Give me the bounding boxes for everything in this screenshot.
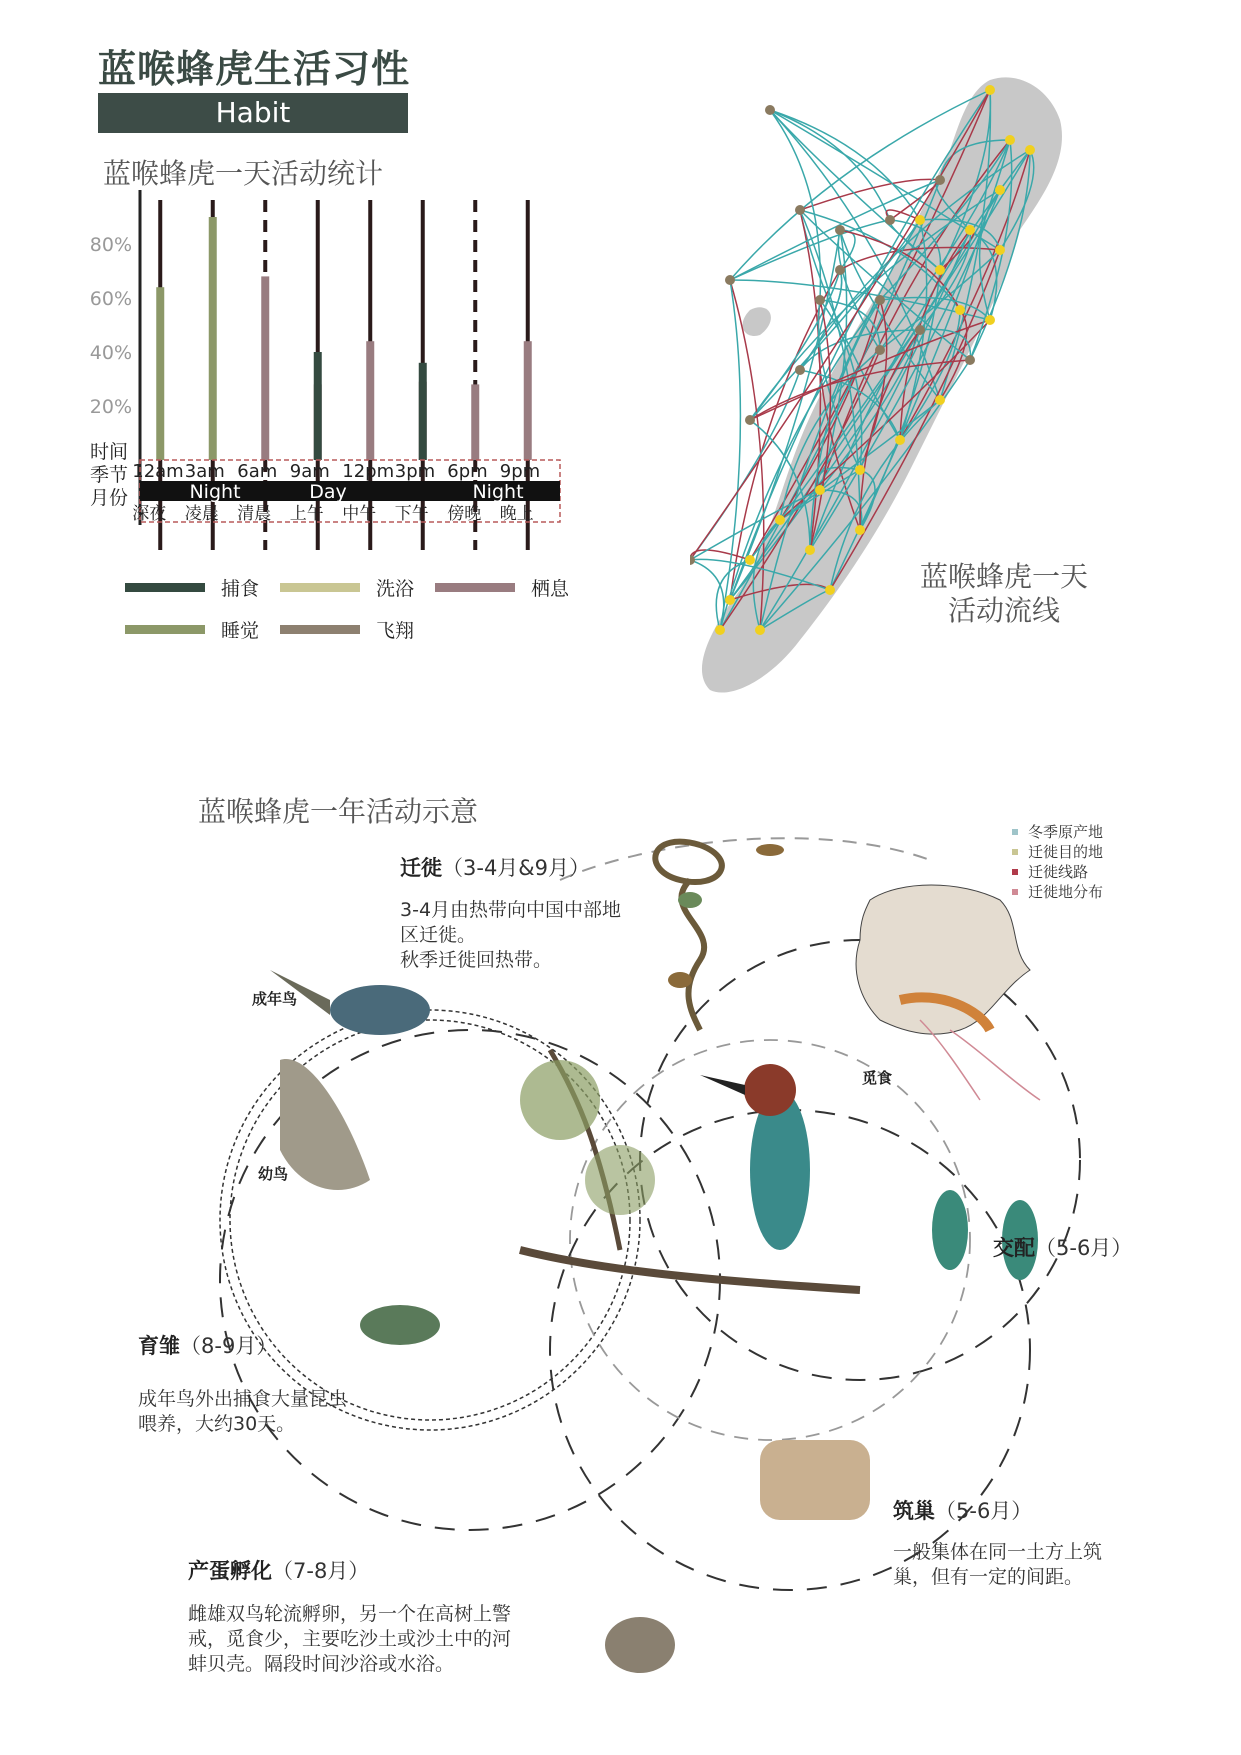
leaf-cluster (585, 1145, 655, 1215)
islet (743, 307, 771, 336)
rearing-bird-illustration (360, 1305, 440, 1345)
central-bird-beak (700, 1075, 745, 1095)
route-node (875, 295, 885, 305)
route-node (995, 245, 1005, 255)
foraging-label: 觅食 (862, 1069, 893, 1087)
legend-swatch (435, 583, 515, 592)
habit-banner: Habit (98, 93, 408, 133)
bar-segment (156, 287, 164, 460)
nesting-desc: 一般集体在同一土方上筑 巢，但有一定的间距。 (893, 1541, 1103, 1588)
route-map-label (920, 560, 1088, 628)
route-node (995, 185, 1005, 195)
row-label-time: 时间 (90, 441, 129, 463)
leaf-cluster (520, 1060, 600, 1140)
part-of-day-label: 上午 (289, 504, 324, 524)
route-node (835, 225, 845, 235)
legend-label: 洗浴 (376, 578, 415, 600)
rearing-desc: 成年鸟外出捕食大量昆虫 喂养，大约30天。 (138, 1388, 348, 1435)
time-label: 6pm (447, 461, 488, 482)
mating-label: 交配（5-6月） (993, 1236, 1133, 1260)
y-tick-label: 60% (90, 288, 132, 310)
china-legend-swatch (1012, 869, 1018, 875)
china-legend-label: 迁徙目的地 (1028, 843, 1104, 861)
activity-legend (125, 578, 570, 642)
time-label: 3pm (394, 461, 436, 482)
incubation-label: 产蛋孵化（7-8月） (188, 1559, 370, 1583)
route-node (935, 395, 945, 405)
nesting-illustration (760, 1440, 870, 1520)
young-bird-label: 幼鸟 (258, 1165, 289, 1183)
route-node (815, 485, 825, 495)
migrating-bird (668, 972, 692, 988)
china-legend-swatch (1012, 829, 1018, 835)
time-label: 9pm (499, 461, 541, 482)
legend-label: 捕食 (221, 578, 260, 600)
route-node (885, 215, 895, 225)
route-node (895, 435, 905, 445)
daily-activity-chart (90, 180, 650, 700)
period-label: Day (309, 481, 347, 503)
legend-swatch (125, 583, 205, 592)
part-of-day-label: 清晨 (237, 504, 272, 524)
china-legend-label: 迁徙地分布 (1028, 883, 1104, 901)
route-node (985, 85, 995, 95)
route-node (855, 465, 865, 475)
year-activity-title: 蓝喉蜂虎一年活动示意 (198, 795, 479, 828)
route-node (715, 625, 725, 635)
time-label: 12pm (342, 461, 395, 482)
part-of-day-label: 傍晚 (447, 504, 482, 524)
migration-arc (560, 838, 930, 880)
route-node (835, 265, 845, 275)
route-node (805, 545, 815, 555)
route-line (770, 110, 920, 220)
route-node (875, 345, 885, 355)
bar-segment (261, 276, 269, 460)
y-tick-label: 20% (90, 396, 132, 418)
cycle-circle-right (640, 940, 1080, 1380)
nesting-label: 筑巢（5-6月） (893, 1499, 1033, 1523)
route-node (955, 305, 965, 315)
bar-segment (366, 341, 374, 460)
route-node (965, 225, 975, 235)
route-node (1005, 135, 1015, 145)
young-bird-nest (280, 1059, 370, 1190)
legend-label: 睡觉 (221, 620, 260, 642)
migrating-bird (678, 892, 702, 908)
y-tick-label: 40% (90, 342, 132, 364)
route-node (725, 595, 735, 605)
route-node (690, 555, 695, 565)
central-bird-head (744, 1064, 796, 1116)
china-legend-label: 冬季原产地 (1028, 823, 1104, 841)
china-map (856, 885, 1030, 1034)
legend-swatch (125, 625, 205, 634)
route-node (745, 415, 755, 425)
period-label: Night (472, 481, 524, 503)
vine-spiral (655, 842, 721, 1030)
route-node (915, 215, 925, 225)
part-of-day-label: 凌晨 (184, 504, 219, 524)
route-node (1025, 145, 1035, 155)
legend-swatch (280, 625, 360, 634)
y-tick-labels (90, 234, 132, 418)
route-node (935, 175, 945, 185)
route-node (765, 105, 775, 115)
route-node (775, 515, 785, 525)
period-label: Night (189, 481, 241, 503)
page-title: 蓝喉蜂虎生活习性 (98, 47, 411, 91)
y-tick-label: 80% (90, 234, 132, 256)
time-label: 9am (289, 461, 330, 482)
route-node (965, 355, 975, 365)
egg-shell-illustration (605, 1617, 675, 1673)
adult-bird-illustration (330, 985, 430, 1035)
route-label-line2: 活动流线 (948, 594, 1061, 627)
china-legend-item (1012, 882, 1103, 902)
row-label-season: 季节 (90, 464, 129, 486)
incubation-desc: 雌雄双鸟轮流孵卵，另一个在高树上警 戒，觅食少，主要吃沙土或沙土中的河 蚌贝壳。隔段时间沙浴或水浴。 (188, 1603, 512, 1675)
migration-label: 迁徙（3-4月&9月） (400, 856, 591, 880)
part-of-day-label: 深夜 (132, 504, 167, 524)
bar-segment (314, 352, 322, 460)
route-node (795, 365, 805, 375)
part-of-day-label: 中午 (342, 504, 377, 524)
china-legend-item (1012, 842, 1103, 862)
legend-label: 栖息 (531, 578, 570, 600)
migration-desc: 3-4月由热带向中国中部地 区迁徙。 秋季迁徙回热带。 (400, 899, 622, 971)
adult-bird-label: 成年鸟 (252, 990, 298, 1008)
bar-segment (209, 217, 217, 460)
route-node (935, 265, 945, 275)
china-legend-swatch (1012, 889, 1018, 895)
bar-segment (471, 384, 479, 460)
part-of-day-labels (132, 504, 534, 524)
time-label: 12am (132, 461, 184, 482)
time-label: 6am (237, 461, 278, 482)
china-legend-swatch (1012, 849, 1018, 855)
rearing-label: 育雏（8-9月） (138, 1334, 278, 1358)
part-of-day-label: 下午 (394, 504, 429, 524)
day-activity-title: 蓝喉蜂虎一天活动统计 (103, 157, 384, 190)
legend-swatch (280, 583, 360, 592)
route-node (855, 525, 865, 535)
bar-segment (524, 341, 532, 460)
route-node (755, 625, 765, 635)
china-legend-item (1012, 822, 1103, 842)
legend-label: 飞翔 (376, 620, 415, 642)
route-label-line1: 蓝喉蜂虎一天 (920, 560, 1089, 593)
china-legend-label: 迁徙线路 (1028, 863, 1089, 881)
part-of-day-label: 晚上 (499, 504, 534, 524)
migrating-bird (756, 844, 784, 856)
route-node (725, 275, 735, 285)
time-label: 3am (184, 461, 225, 482)
route-node (745, 555, 755, 565)
route-node (795, 205, 805, 215)
china-map-legend (1012, 822, 1103, 902)
mating-bird-left (932, 1190, 968, 1270)
route-node (815, 295, 825, 305)
route-node (825, 585, 835, 595)
route-node (985, 315, 995, 325)
bar-segment (419, 363, 427, 460)
route-node (915, 325, 925, 335)
row-label-month: 月份 (90, 487, 129, 509)
route-line (690, 560, 724, 630)
time-labels (132, 461, 540, 482)
route-line (720, 280, 740, 630)
china-legend-item (1012, 862, 1103, 882)
